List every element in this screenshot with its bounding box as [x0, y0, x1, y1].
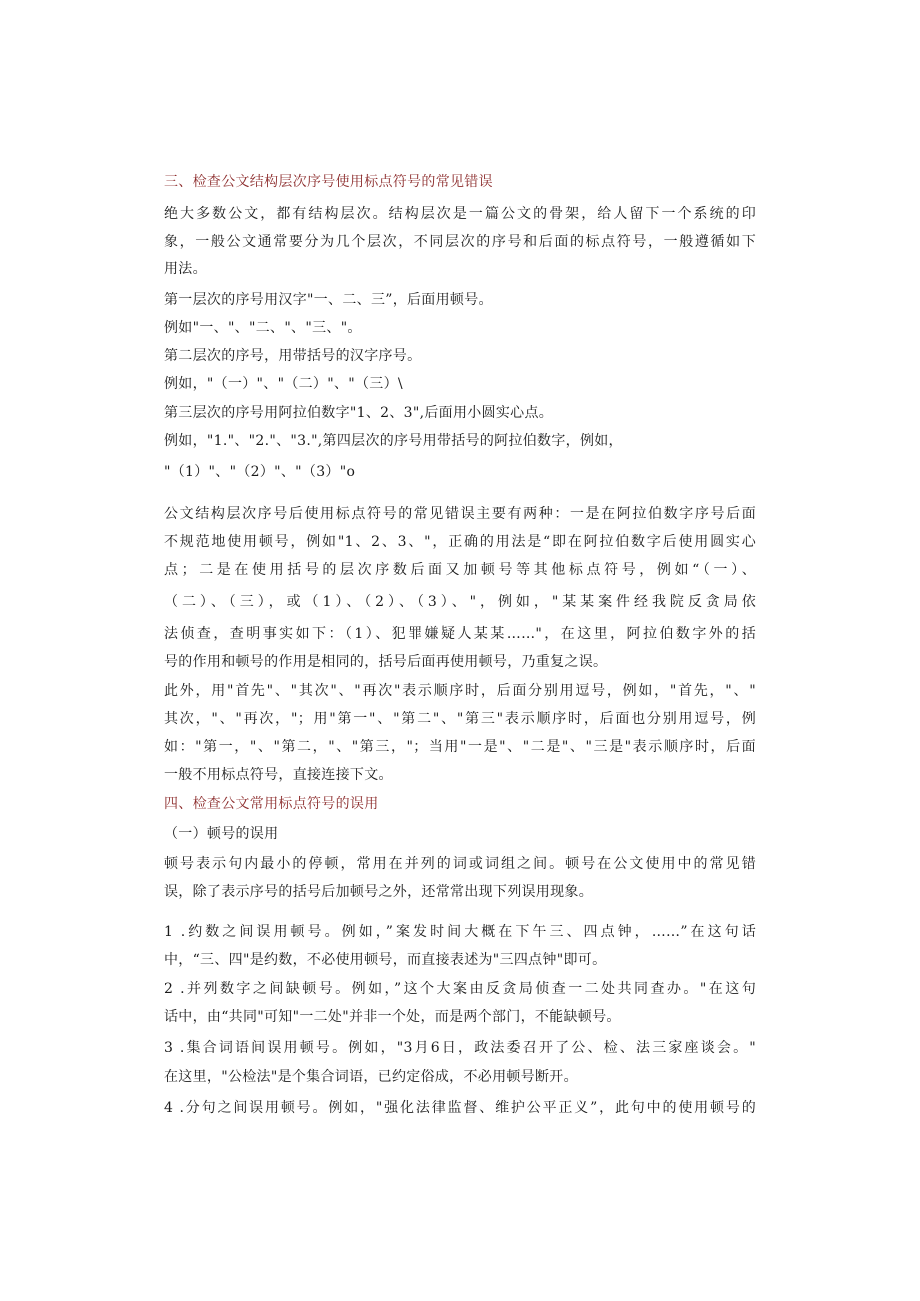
section-4-intro-line-2: 误，除了表示序号的括号后加顿号之外，还常常出现下列误用现象。: [164, 884, 593, 900]
item-3-line-2: 在这里，"公检法"是个集合词语，已约定俗成，不必用顿号断开。: [164, 1069, 578, 1085]
section-3-intro-line-3: 用法。: [164, 261, 207, 277]
section-3-intro-line-2: 象，一般公文通常要分为几个层次，不同层次的序号和后面的标点符号，一般遵循如下: [164, 234, 756, 250]
errors-line-6: 号的作用和顿号的作用是相同的，括号后面再使用顿号，乃重复之误。: [164, 654, 608, 670]
item-1-line-1: 1 .约数之间误用顿号。例如，”案发时间大概在下午三、四点钟，……”在这句话: [164, 924, 756, 940]
errors-line-4: （二）、（三），或（1）、（2）、（3）、"，例如，"某某案件经我院反贪局依: [164, 594, 756, 610]
rule-level-3-example: 例如，"1."、"2."、"3.",第四层次的序号用带括号的阿拉伯数字，例如，: [164, 433, 623, 449]
section-3-heading: 三、检查公文结构层次序号使用标点符号的常见错误: [164, 174, 493, 190]
rule-level-4-example: "（1）"、"（2）"、"（3）"o: [164, 464, 356, 480]
item-3-line-1: 3 .集合词语间误用顿号。例如，"3月6日，政法委召开了公、检、法三家座谈会。": [164, 1040, 756, 1056]
errors-line-2: 不规范地使用顿号，例如"1、2、3、"，正确的用法是“即在阿拉伯数字后使用圆实心: [164, 534, 756, 550]
extra-line-3: 如："第一，"、"第二，"、"第三，"；当用"一是"、"二是"、"三是"表示顺序时，后面: [164, 739, 756, 755]
item-2-line-2: 话中，由“共同"可知"一二处"并非一个处，而是两个部门，不能缺顿号。: [164, 1009, 621, 1025]
extra-line-4: 一般不用标点符号，直接连接下文。: [164, 767, 393, 783]
item-4-line-1: 4 .分句之间误用顿号。例如，"强化法律监督、维护公平正义”，此句中的使用顿号的: [164, 1100, 756, 1116]
errors-line-1: 公文结构层次序号后使用标点符号的常见错误主要有两种：一是在阿拉伯数字序号后面: [164, 506, 756, 522]
section-4-heading: 四、检查公文常用标点符号的误用: [164, 796, 379, 812]
item-1-line-2: 中，“三、四"是约数，不必使用顿号，而直接表述为"三四点钟"即可。: [164, 952, 607, 968]
item-2-line-1: 2 .并列数字之间缺顿号。例如，”这个大案由反贪局侦查一二处共同查办。"在这句: [164, 981, 756, 997]
extra-line-2: 其次，"、"再次，"；用"第一"、"第二"、"第三"表示顺序时，后面也分别用逗号，例: [164, 711, 756, 727]
errors-line-5: 法侦查，查明事实如下：（1）、犯罪嫌疑人某某……"，在这里，阿拉伯数字外的括: [164, 626, 756, 642]
errors-line-3: 点；二是在使用括号的层次序数后面又加顿号等其他标点符号，例如“（一）、: [164, 562, 756, 578]
section-3-intro-line-1: 绝大多数公文，都有结构层次。结构层次是一篇公文的骨架，给人留下一个系统的印: [164, 206, 756, 222]
rule-level-2: 第二层次的序号，用带括号的汉字序号。: [164, 348, 422, 364]
rule-level-1-example: 例如"一、"、"二、"、"三、"。: [164, 320, 362, 336]
rule-level-2-example: 例如，"（一）"、"（二）"、"（三）\: [164, 376, 403, 392]
extra-line-1: 此外，用"首先"、"其次"、"再次"表示顺序时，后面分别用逗号，例如，"首先，"、": [164, 683, 756, 699]
rule-level-1: 第一层次的序号用汉字"一、二、三”，后面用顿号。: [164, 292, 493, 308]
section-4-subheading: （一）顿号的误用: [164, 826, 279, 842]
section-4-intro-line-1: 顿号表示句内最小的停顿，常用在并列的词或词组之间。顿号在公文使用中的常见错: [164, 856, 756, 872]
rule-level-3: 第三层次的序号用阿拉伯数字"1、2、3",后面用小圆实心点。: [164, 405, 554, 421]
